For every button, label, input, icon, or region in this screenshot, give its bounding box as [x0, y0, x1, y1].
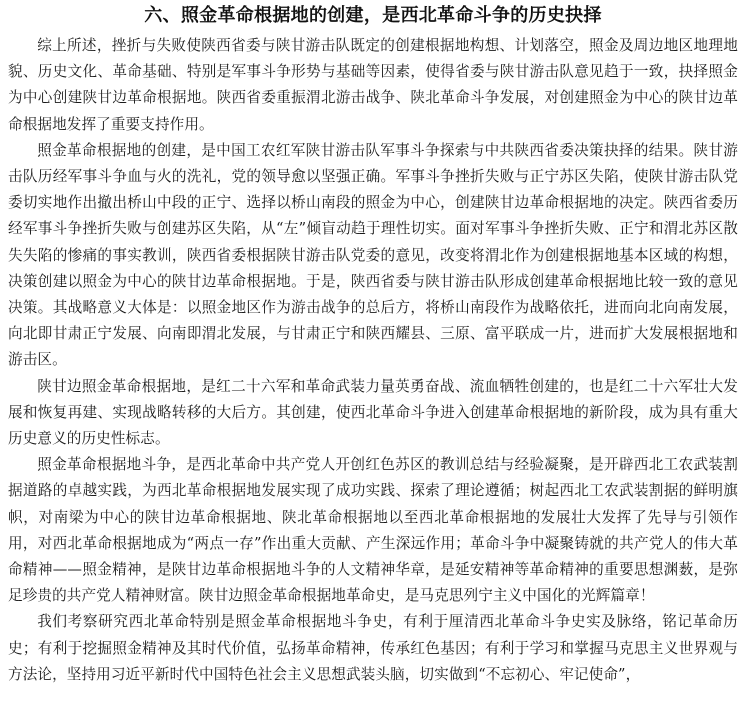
- section-heading: 六、照金革命根据地的创建，是西北革命斗争的历史抉择: [144, 5, 602, 26]
- paragraph-research: 我们考察研究西北革命特别是照金革命根据地斗争史，有利于厘清西北革命斗争史实及脉络，铭记革命历史；有利于挖掘照金精神及其时代价值，弘扬革命精神，传承红色基因；有利于学习和掌握马克思主义世界观与方法论，坚持用习近平新时代中国特色社会主义思想武装头脑，切实做到“不忘初心、牢记使命”，: [8, 613, 738, 683]
- paragraph-red-army: 陕甘边照金革命根据地，是红二十六军和革命武装力量英勇奋战、流血牺牲创建的，也是红二十六军壮大发展和恢复再建、实现战略转移的大后方。其创建，使西北革命斗争进入创建革命根据地的新阶段，成为具有重大历史意义的历史性标志。: [8, 377, 738, 448]
- paragraph-founding: 照金革命根据地的创建，是中国工农红军陕甘游击队军事斗争探索与中共陕西省委决策抉择的结果。陕甘游击队历经军事斗争血与火的洗礼，党的领导愈以坚强正确。军事斗争挫折失败与正宁苏区失陷，使陕甘游击队党委切实地作出撤出桥山中段的正宁、选择以桥山南段的照金为中心，创建陕甘边革命根据地的决定。陕西省委历经军事斗争挫折失败与创建苏区失陷，从“左”倾盲动趋于理性切实。面对军事斗争挫折失败、正宁和渭北苏区散失失陷的惨痛的事实教训，陕西省委根据陕甘游击队党委的意见，改变将渭北作为创建根据地基本区域的构想，决策创建以照金为中心的陕甘边革命根据地。于是，陕西省委与陕甘游击队形成创建革命根据地比较一致的意见决策。其战略意义大体是：以照金地区作为游击战争的总后方，将桥山南段作为战略依托，进而向北向南发展，向北即甘肃正宁发展、向南即渭北发展，与甘肃正宁和陕西耀县、三原、富平联成一片，进而扩大发展根据地和游击区。: [8, 141, 738, 369]
- paragraph-summary: 综上所述，挫折与失败使陕西省委与陕甘游击队既定的创建根据地构想、计划落空，照金及周边地区地理地貌、历史文化、革命基础、特别是军事斗争形势与基础等因素，使得省委与陕甘游击队意见趋于一致，抉择照金为中心创建陕甘边革命根据地。陕西省委重振渭北游击战争、陕北革命斗争发展，对创建照金为中心的陕甘边革命根据地发挥了重要支持作用。: [8, 37, 738, 133]
- paragraph-significance: 照金革命根据地斗争，是西北革命中共产党人开创红色苏区的教训总结与经验凝聚，是开辟西北工农武装割据道路的卓越实践，为西北革命根据地发展实现了成功实践、探索了理论遵循；树起西北工农武装割据的鲜明旗帜，对南梁为中心的陕甘边革命根据地、陕北革命根据地以至西北革命根据地的发展壮大发挥了先导与引领作用，对西北革命根据地成为“两点一存”作出重大贡献、产生深远作用；革命斗争中凝聚铸就的共产党人的伟大革命精神——照金精神，是陕甘边革命根据地斗争的人文精神华章，是延安精神等革命精神的重要思想渊薮，是弥足珍贵的共产党人精神财富。陕甘边照金革命根据地革命史，是马克思列宁主义中国化的光辉篇章！: [8, 456, 738, 605]
